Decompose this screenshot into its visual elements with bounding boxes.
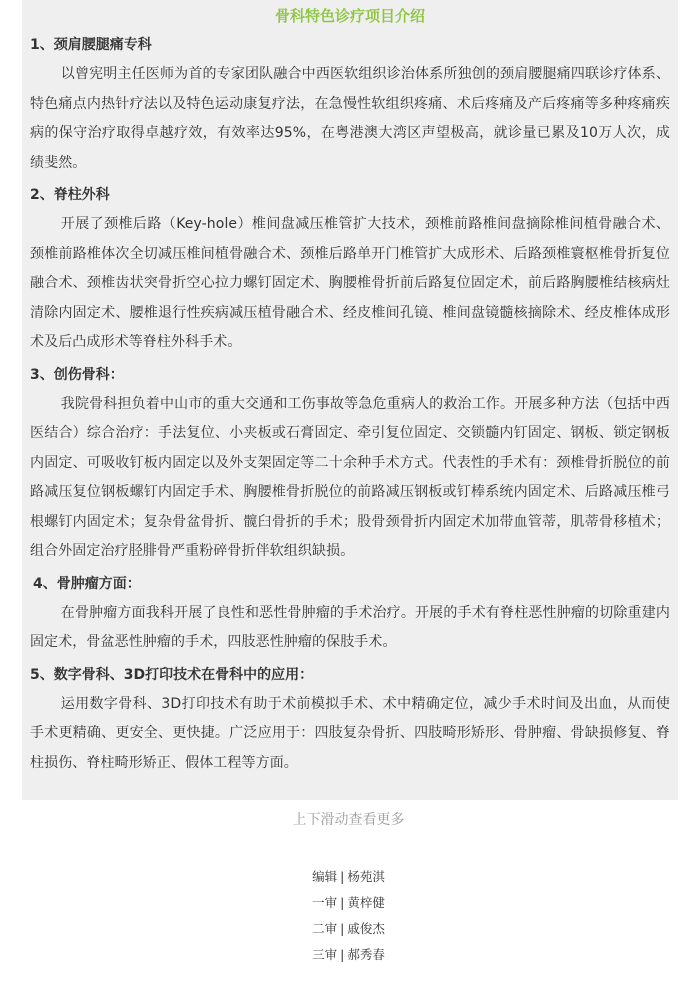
section-body: 我院骨科担负着中山市的重大交通和工伤事故等急危重病人的救治工作。开展多种方法（包括中西医结合）综合治疗：手法复位、小夹板或石膏固定、牵引复位固定、交锁髓内钉固定、钢板、锁定钢板内固定、可吸收钉板内固定以及外支架固定等二十余种手术方式。代表性的手术有：颈椎骨折脱位的前路减压复位钢板螺钉内固定手术、胸腰椎骨折脱位的前路减压钢板或钉棒系统内固定术、后路减压椎弓根螺钉内固定术；复杂骨盆骨折、髋臼骨折的手术；股骨颈骨折内固定术加带血管蒂，肌蒂骨移植术；组合外固定治疗胫腓骨严重粉碎骨折伴软组织缺损。	[30, 395, 670, 559]
section-body: 在骨肿瘤方面我科开展了良性和恶性骨肿瘤的手术治疗。开展的手术有脊柱恶性肿瘤的切除重建内固定术，骨盆恶性肿瘤的手术，四肢恶性肿瘤的保肢手术。	[30, 604, 670, 650]
credit-name: 戚俊杰	[347, 921, 385, 936]
credit-first-review	[0, 890, 697, 916]
credit-separator: |	[340, 947, 345, 962]
credit-name: 黄梓健	[347, 895, 385, 910]
section-heading: 4、骨肿瘤方面：	[33, 575, 141, 592]
section-heading: 5、数字骨科、3D打印技术在骨科中的应用：	[30, 666, 314, 683]
credit-role: 一审	[312, 895, 338, 910]
credit-name: 郝秀春	[347, 947, 385, 962]
credit-separator: |	[340, 895, 345, 910]
credit-role: 编辑	[312, 869, 338, 884]
article-title: 骨科特色诊疗项目介绍	[274, 7, 425, 25]
credit-third-review	[0, 942, 697, 968]
credits-block	[0, 864, 697, 968]
section-heading: 1、颈肩腰腿痛专科	[30, 37, 152, 53]
section-body: 以曾宪明主任医师为首的专家团队融合中西医软组织诊治体系所独创的颈肩腰腿痛四联诊疗体系、特色痛点内热针疗法以及特色运动康复疗法，在急慢性软组织疼痛、术后疼痛及产后疼痛等多种疼痛疾病的保守治疗取得卓越疗效，有效率达95%，在粤港澳大湾区声望极高，就诊量已累及10万人次，成绩斐然。	[30, 66, 670, 171]
section-body: 开展了颈椎后路（Key-hole）椎间盘减压椎管扩大技术，颈椎前路椎间盘摘除椎间植骨融合术、颈椎前路椎体次全切减压椎间植骨融合术、颈椎后路单开门椎管扩大成形术、后路颈椎寰枢椎骨折复位融合术、颈椎齿状突骨折空心拉力螺钉固定术、胸腰椎骨折前后路复位固定术，前后路胸腰椎结核病灶清除内固定术、腰椎退行性疾病减压植骨融合术、经皮椎间孔镜、椎间盘镜髓核摘除术、经皮椎体成形术及后凸成形术等脊柱外科手术。	[30, 216, 670, 350]
section-cervical-pain	[30, 34, 670, 178]
article-panel	[22, 0, 678, 800]
section-digital-3d	[30, 664, 670, 779]
credit-separator: |	[340, 921, 345, 936]
credit-name: 杨苑淇	[347, 869, 385, 884]
section-trauma	[30, 364, 670, 567]
section-spine-surgery	[30, 184, 670, 358]
credit-editor	[0, 864, 697, 890]
section-heading: 3、创伤骨科：	[30, 366, 124, 383]
section-heading: 2、脊柱外科	[30, 187, 110, 203]
credit-role: 三审	[312, 947, 338, 962]
section-bone-tumor	[30, 573, 670, 658]
credit-role: 二审	[312, 921, 338, 936]
credit-second-review	[0, 916, 697, 942]
credit-separator: |	[340, 869, 345, 884]
section-body: 运用数字骨科、3D打印技术有助于术前模拟手术、术中精确定位，减少手术时间及出血，从而使手术更精确、更安全、更快捷。广泛应用于：四肢复杂骨折、四肢畸形矫形、骨肿瘤、骨缺损修复、脊柱损伤、脊柱畸形矫正、假体工程等方面。	[30, 695, 670, 771]
scroll-more-hint: 上下滑动查看更多	[292, 812, 405, 828]
